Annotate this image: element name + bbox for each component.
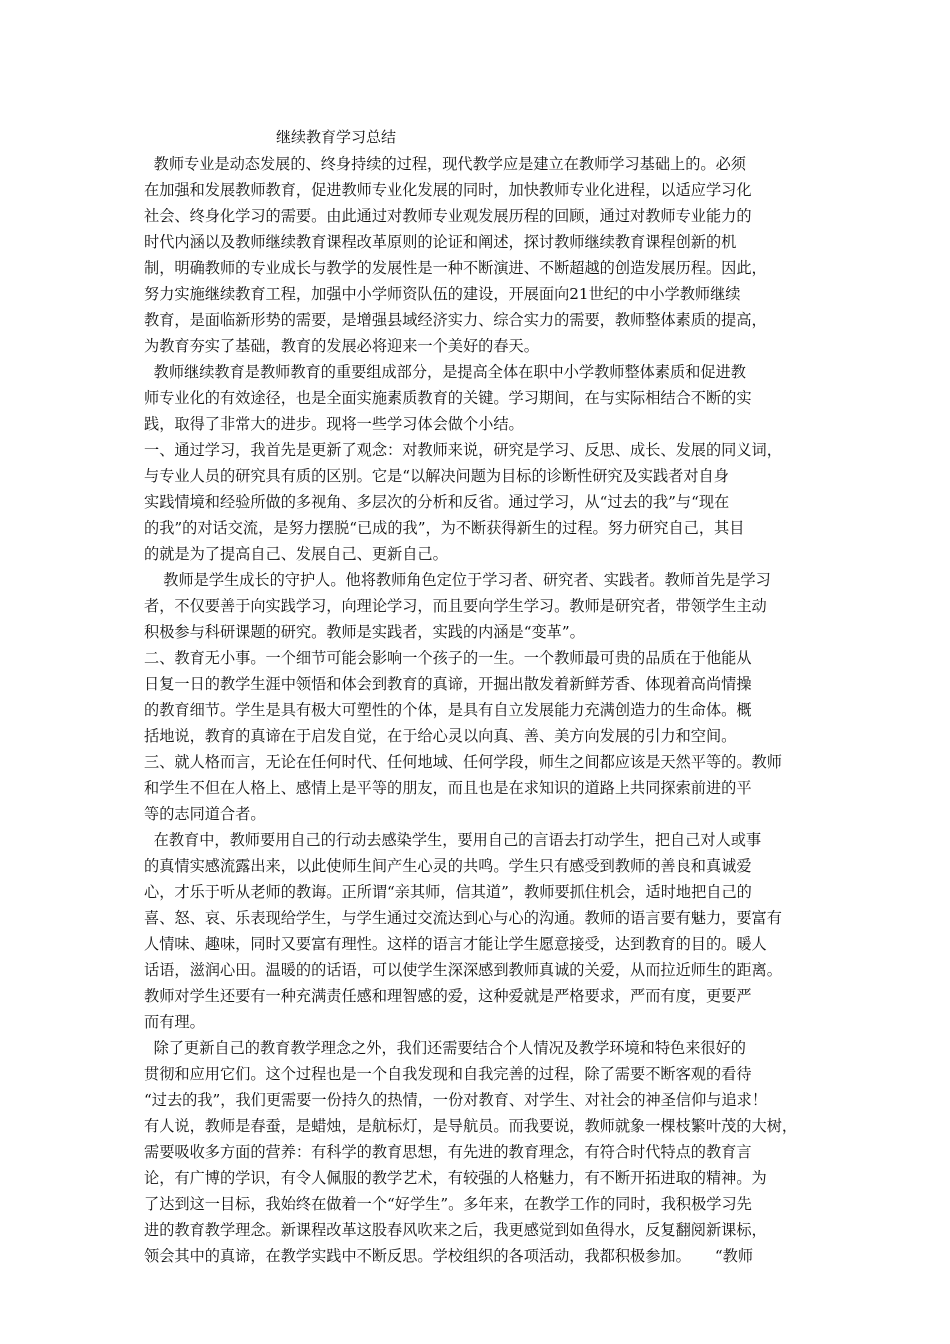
body-line: 话语，滋润心田。温暖的的话语，可以使学生深深感到教师真诚的关爱，从而拉近师生的距离。 bbox=[144, 961, 782, 979]
body-line: 的教育细节。学生是具有极大可塑性的个体，是具有自立发展能力充满创造力的生命体。概 bbox=[144, 701, 752, 719]
body-line: 了达到这一目标，我始终在做着一个“好学生”。多年来，在教学工作的同时，我积极学习先 bbox=[144, 1195, 752, 1213]
body-line: 进的教育教学理念。新课程改革这股春风吹来之后，我更感觉到如鱼得水，反复翻阅新课标， bbox=[144, 1221, 767, 1239]
body-line: 二、教育无小事。一个细节可能会影响一个孩子的一生。一个教师最可贵的品质在于他能从 bbox=[144, 649, 752, 667]
body-line: 在教育中，教师要用自己的行动去感染学生，要用自己的言语去打动学生，把自己对人或事 bbox=[144, 831, 762, 849]
body-line: 的我”的对话交流，是努力摆脱“已成的我”，为不断获得新生的过程。努力研究自己，其目 bbox=[144, 519, 745, 537]
body-line: 实践情境和经验所做的多视角、多层次的分析和反省。通过学习，从“过去的我”与“现在 bbox=[144, 493, 730, 511]
body-line: 领会其中的真谛，在教学实践中不断反思。学校组织的各项活动，我都积极参加。 “教师 bbox=[144, 1247, 754, 1265]
body-line: 等的志同道合者。 bbox=[144, 805, 266, 823]
body-line: 有人说，教师是春蚕，是蜡烛，是航标灯，是导航员。而我要说，教师就象一棵枝繁叶茂的大树， bbox=[144, 1117, 798, 1135]
body-line: 教师专业是动态发展的、终身持续的过程，现代教学应是建立在教师学习基础上的。必须 bbox=[144, 155, 746, 173]
body-line: 教师继续教育是教师教育的重要组成部分，是提高全体在职中小学教师整体素质和促进教 bbox=[144, 363, 746, 381]
body-line: 者，不仅要善于向实践学习，向理论学习，而且要向学生学习。教师是研究者，带领学生主动 bbox=[144, 597, 767, 615]
body-line: 日复一日的教学生涯中领悟和体会到教育的真谛，开掘出散发着新鲜芳香、体现着高尚情操 bbox=[144, 675, 752, 693]
body-line: 括地说，教育的真谛在于启发自觉，在于给心灵以向真、善、美方向发展的引力和空间。 bbox=[144, 727, 737, 745]
body-line: 积极参与科研课题的研究。教师是实践者，实践的内涵是“变革”。 bbox=[144, 623, 585, 641]
body-line: 和学生不但在人格上、感情上是平等的朋友，而且也是在求知识的道路上共同探索前进的平 bbox=[144, 779, 752, 797]
document-title: 继续教育学习总结 bbox=[276, 128, 397, 146]
body-line: 的真情实感流露出来，以此使师生间产生心灵的共鸣。学生只有感受到教师的善良和真诚爱 bbox=[144, 857, 752, 875]
body-line: 论，有广博的学识，有令人佩服的教学艺术，有较强的人格魅力，有不断开拓进取的精神。为 bbox=[144, 1169, 767, 1187]
body-line: “过去的我”，我们更需要一份持久的热情，一份对教育、对学生、对社会的神圣信仰与追求！ bbox=[144, 1091, 768, 1109]
body-line: 心，才乐于听从老师的教诲。正所谓“亲其师，信其道”，教师要抓住机会，适时地把自己的 bbox=[144, 883, 752, 901]
body-line: 的就是为了提高自己、发展自己、更新自己。 bbox=[144, 545, 448, 563]
body-line: 师专业化的有效途径，也是全面实施素质教育的关键。学习期间，在与实际相结合不断的实 bbox=[144, 389, 752, 407]
body-line: 时代内涵以及教师继续教育课程改革原则的论证和阐述，探讨教师继续教育课程创新的机 bbox=[144, 233, 737, 251]
document-body bbox=[144, 151, 804, 1269]
body-line: 努力实施继续教育工程，加强中小学师资队伍的建设，开展面向21世纪的中小学教师继续 bbox=[144, 285, 741, 303]
body-line: 喜、怒、哀、乐表现给学生，与学生通过交流达到心与心的沟通。教师的语言要有魅力，要富有 bbox=[144, 909, 782, 927]
body-line: 教育，是面临新形势的需要，是增强县域经济实力、综合实力的需要，教师整体素质的提高， bbox=[144, 311, 767, 329]
body-line: 而有理。 bbox=[144, 1013, 205, 1031]
body-line: 为教育夯实了基础，教育的发展必将迎来一个美好的春天。 bbox=[144, 337, 539, 355]
body-line: 教师是学生成长的守护人。他将教师角色定位于学习者、研究者、实践者。教师首先是学习 bbox=[144, 571, 771, 589]
body-line: 在加强和发展教师教育，促进教师专业化发展的同时，加快教师专业化进程，以适应学习化 bbox=[144, 181, 752, 199]
body-line: 三、就人格而言，无论在任何时代、任何地域、任何学段，师生之间都应该是天然平等的。教师 bbox=[144, 753, 782, 771]
body-line: 与专业人员的研究具有质的区别。它是“以解决问题为目标的诊断性研究及实践者对自身 bbox=[144, 467, 729, 485]
body-line: 践，取得了非常大的进步。现将一些学习体会做个小结。 bbox=[144, 415, 524, 433]
body-line: 制，明确教师的专业成长与教学的发展性是一种不断演进、不断超越的创造发展历程。因此， bbox=[144, 259, 767, 277]
body-line: 需要吸收多方面的营养：有科学的教育思想，有先进的教育理念，有符合时代特点的教育言 bbox=[144, 1143, 752, 1161]
body-line: 一、通过学习，我首先是更新了观念：对教师来说，研究是学习、反思、成长、发展的同义词， bbox=[144, 441, 782, 459]
body-line: 社会、终身化学习的需要。由此通过对教师专业观发展历程的回顾，通过对教师专业能力的 bbox=[144, 207, 752, 225]
body-line: 除了更新自己的教育教学理念之外，我们还需要结合个人情况及教学环境和特色来很好的 bbox=[144, 1039, 746, 1057]
body-line: 贯彻和应用它们。这个过程也是一个自我发现和自我完善的过程，除了需要不断客观的看待 bbox=[144, 1065, 752, 1083]
body-line: 教师对学生还要有一种充满责任感和理智感的爱，这种爱就是严格要求，严而有度，更要严 bbox=[144, 987, 752, 1005]
body-line: 人情味、趣味，同时又要富有理性。这样的语言才能让学生愿意接受，达到教育的目的。暖人 bbox=[144, 935, 767, 953]
